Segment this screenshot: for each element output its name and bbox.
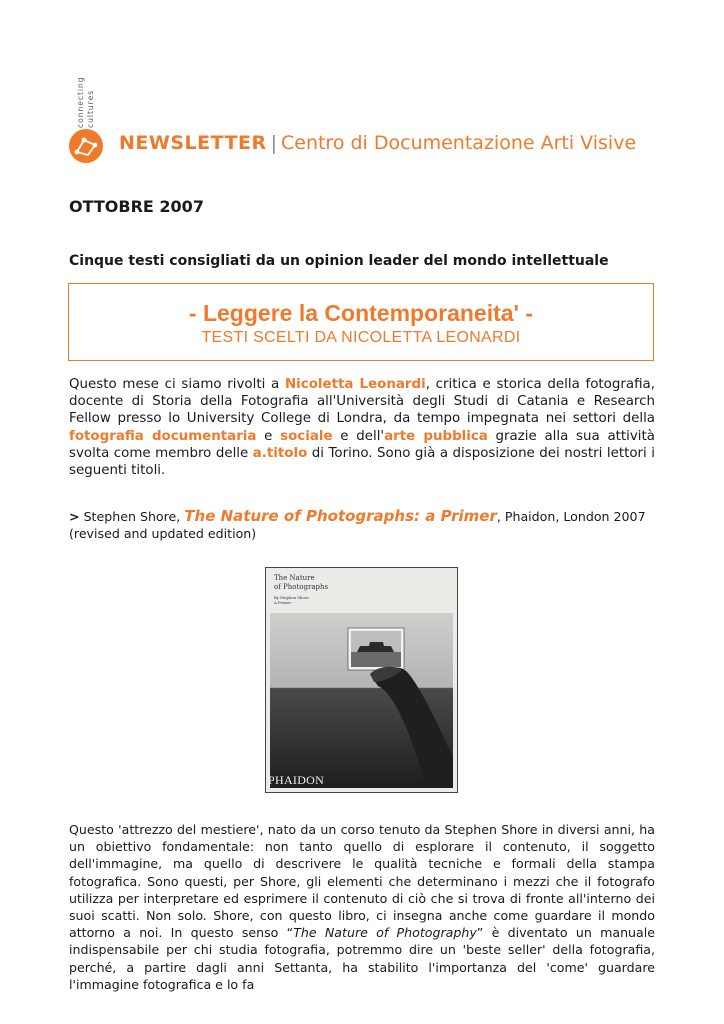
keyword-social: sociale [280, 428, 333, 444]
keyword-atitolo: a.titolo [252, 445, 308, 461]
intro-text: e dell' [332, 428, 385, 444]
title-box [68, 283, 654, 361]
reference-author: Stephen Shore, [79, 509, 185, 524]
cover-title-line2: of Photographs [274, 583, 329, 591]
logo-tagline [64, 72, 110, 128]
box-subtitle: TESTI SCELTI DA NICOLETTA LEONARDI [201, 329, 521, 346]
intro-text: di Torino. Sono già a disposizione dei nostri lettori i seguenti titoli. [69, 445, 655, 479]
intro-text: , critica e storica della fotografia, docente di Storia della Fotografia all'Università degli Studi di Catania e Research Fellow presso lo University College di Londra, da tempo impegnata nei settori della [69, 377, 655, 427]
keyword-public-art: arte pubblica [384, 428, 488, 444]
intro-text: grazie alla sua attività svolta come membro delle [69, 428, 655, 461]
review-text: Questo 'attrezzo del mestiere', nato da un corso tenuto da Stephen Shore in diversi anni, ha un obiettivo fondamentale: non tanto quello di esplorare il contenuto, il soggetto dell'immagine, ma quello di descrivere le qualità tecniche e formali della stampa fotografica. Sono questi, per Shore, gli elementi che determinano i mezzi che il fotografo utilizza per interpretare ed esprimere il contenuto di ciò che si trova di fronte all'interno dei suoi scatti. Non solo. Shore, con questo libro, ci insegna anche come guardare il mondo attorno a noi. In questo senso “ [69, 822, 655, 941]
intro-paragraph [69, 376, 655, 479]
phaidon-logo: PHAIDON [268, 773, 325, 787]
newsletter-header [119, 132, 636, 154]
intro-text: e [256, 428, 281, 444]
logo-text-line2: cultures [86, 89, 95, 128]
intro-text: Questo mese ci siamo rivolti a [69, 377, 285, 392]
cover-title-line1: The Nature [274, 574, 315, 582]
book-cover-image [265, 567, 458, 793]
reference-publisher: , Phaidon, London 2007 (revised and updated edition) [69, 509, 646, 542]
book-reference [69, 508, 655, 542]
logo-text-line1: connecting [76, 76, 85, 128]
review-text-end: ” è diventato un manuale indispensabile per chi studia fotografia, potremmo dire un 'beste seller' della fotografia, perché, a partire dagli anni Settanta, ha stabilito l'importanza del 'come' guardare l'immagine fotografica e lo fa [69, 925, 656, 992]
cover-small-line2: A Primer [274, 600, 292, 605]
review-paragraph [69, 821, 655, 993]
keyword-documentary: fotografia documentaria [69, 428, 257, 444]
book-title: The Nature of Photographs: a Primer [184, 507, 497, 525]
header-subtitle: Centro di Documentazione Arti Visive [280, 132, 637, 154]
author-name: Nicoletta Leonardi [284, 377, 426, 392]
issue-month: OTTOBRE 2007 [69, 197, 204, 216]
box-title: - Leggere la Contemporaneita' - [188, 300, 534, 326]
issue-headline: Cinque testi consigliati da un opinion leader del mondo intellettuale [69, 253, 609, 269]
cover-small-line1: By Stephen Shore [274, 595, 309, 600]
connecting-cultures-logo-icon [68, 128, 104, 164]
header-separator: | [270, 132, 277, 154]
header-title: NEWSLETTER [119, 132, 267, 154]
reference-marker: > [69, 509, 80, 524]
review-book-title: The Nature of Photography [293, 925, 477, 941]
